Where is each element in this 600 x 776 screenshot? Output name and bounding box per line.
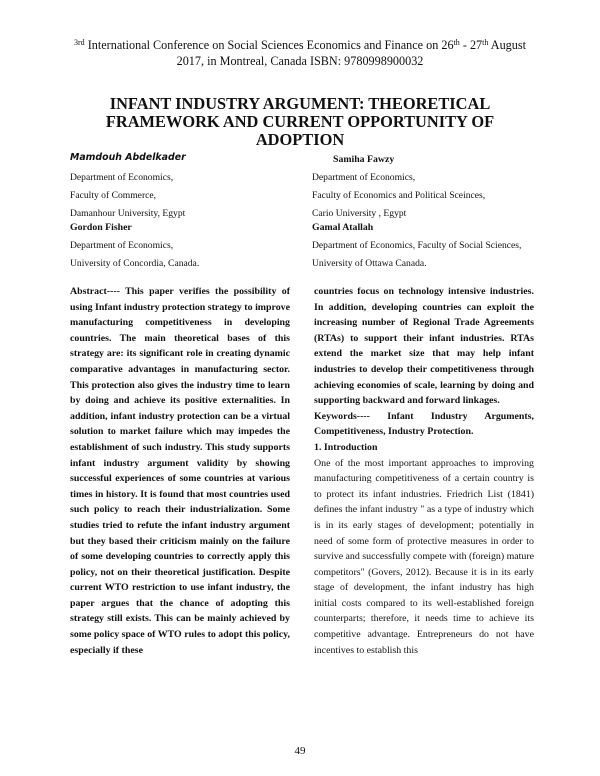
author-4-name: Gamal Atallah: [312, 222, 374, 233]
section-heading: 1. Introduction: [314, 441, 378, 453]
keywords: Keywords---- Infant Industry Arguments, Competitiveness, Industry Protection.: [314, 410, 534, 438]
abstract-continuation: countries focus on technology intensive industries. In addition, developing countries can exploit the increasing number of Regional Trade Agreements (RTAs) to support their infant industries. RTAs extend the market size that may help infant industries to develop their competitiveness through achieving economies of scale, learning by doing and supporting backward and forward linkages.: [314, 286, 534, 407]
author-2-affiliation-2: Faculty of Economics and Political Sceinces,: [312, 190, 486, 201]
author-3-affiliation-2: University of Concordia, Canada.: [70, 258, 200, 269]
right-column: [314, 284, 534, 658]
ordinal-number: 3: [74, 38, 78, 47]
author-3-affiliation-1: Department of Economics,: [70, 240, 174, 251]
title-line-1: INFANT INDUSTRY ARGUMENT: THEORETICAL: [109, 94, 491, 113]
author-2-name: Samiha Fawzy: [333, 154, 395, 165]
left-column: [70, 284, 290, 658]
author-1-affiliation-3: Damanhour University, Egypt: [70, 208, 186, 219]
author-4-affiliation-2: University of Ottawa Canada.: [312, 258, 427, 269]
conference-header-line1: [60, 37, 540, 53]
author-1-affiliation-1: Department of Economics,: [70, 172, 174, 183]
page-number: 49: [294, 745, 306, 757]
author-4-affiliation-1: Department of Economics, Faculty of Social Sciences,: [312, 240, 522, 251]
date-range-separator: - 27: [459, 38, 483, 52]
author-3-name: Gordon Fisher: [70, 222, 132, 233]
ordinal-suffix: rd: [78, 38, 85, 47]
author-2-affiliation-1: Department of Economics,: [312, 172, 416, 183]
conference-header-line2: 2017, in Montreal, Canada ISBN: 9780998900032: [176, 54, 424, 68]
month: August: [488, 38, 526, 52]
author-1-affiliation-2: Faculty of Commerce,: [70, 190, 157, 201]
day2-suffix: th: [482, 38, 489, 47]
day1-suffix: th: [453, 38, 460, 47]
title-line-2: FRAMEWORK AND CURRENT OPPORTUNITY OF: [105, 112, 495, 131]
conference-header: [60, 37, 540, 69]
conference-name: International Conference on Social Sciences Economics and Finance on 26: [84, 38, 454, 52]
author-2-affiliation-3: Cario University , Egypt: [312, 208, 407, 219]
title-line-3: ADOPTION: [255, 130, 345, 149]
author-1-name: Mamdouh Abdelkader: [70, 152, 186, 163]
paper-title: [60, 95, 540, 149]
introduction-paragraph: One of the most important approaches to improving manufacturing competitiveness of a certain country is to protect its infant industries. Friedrich List (1841) defines the infant industry " as a type of industry which is in its early stages of development; potentially in need of some form of protective measures in order to survive and successfully compete with (foreign) mature competitors" (Govers, 2012). Because it is in its early stage of development, the infant industry has high initial costs compared to its well-established foreign counterparts; therefore, it needs time to achieve its competitive advantage. Entrepreneurs do not have incentives to establish this: [314, 457, 534, 656]
abstract-paragraph: Abstract---- This paper verifies the possibility of using Infant industry protection strategy to improve manufacturing competitiveness in developing countries. The main theoretical bases of this strategy are: its significant role in creating dynamic comparative advantages in manufacturing sector. This protection also gives the industry time to learn by doing and achieve its positive externalities. In addition, infant industry protection can be a virtual solution to market failure which may impedes the establishment of such industry. This study supports infant industry argument validity by showing successful experiences of some countries at various times in history. It is found that most countries used such policy to reach their industrialization. Some studies tried to refute the infant industry argument but they based their criticism mainly on the failure of some developing countries to correctly apply this policy, not on their theoretical justification. Despite current WTO restriction to use infant industry, the paper argues that the chance of adopting this strategy still exists. This can be mainly achieved by some policy space of WTO rules to adopt this policy, especially if these: [70, 286, 290, 656]
